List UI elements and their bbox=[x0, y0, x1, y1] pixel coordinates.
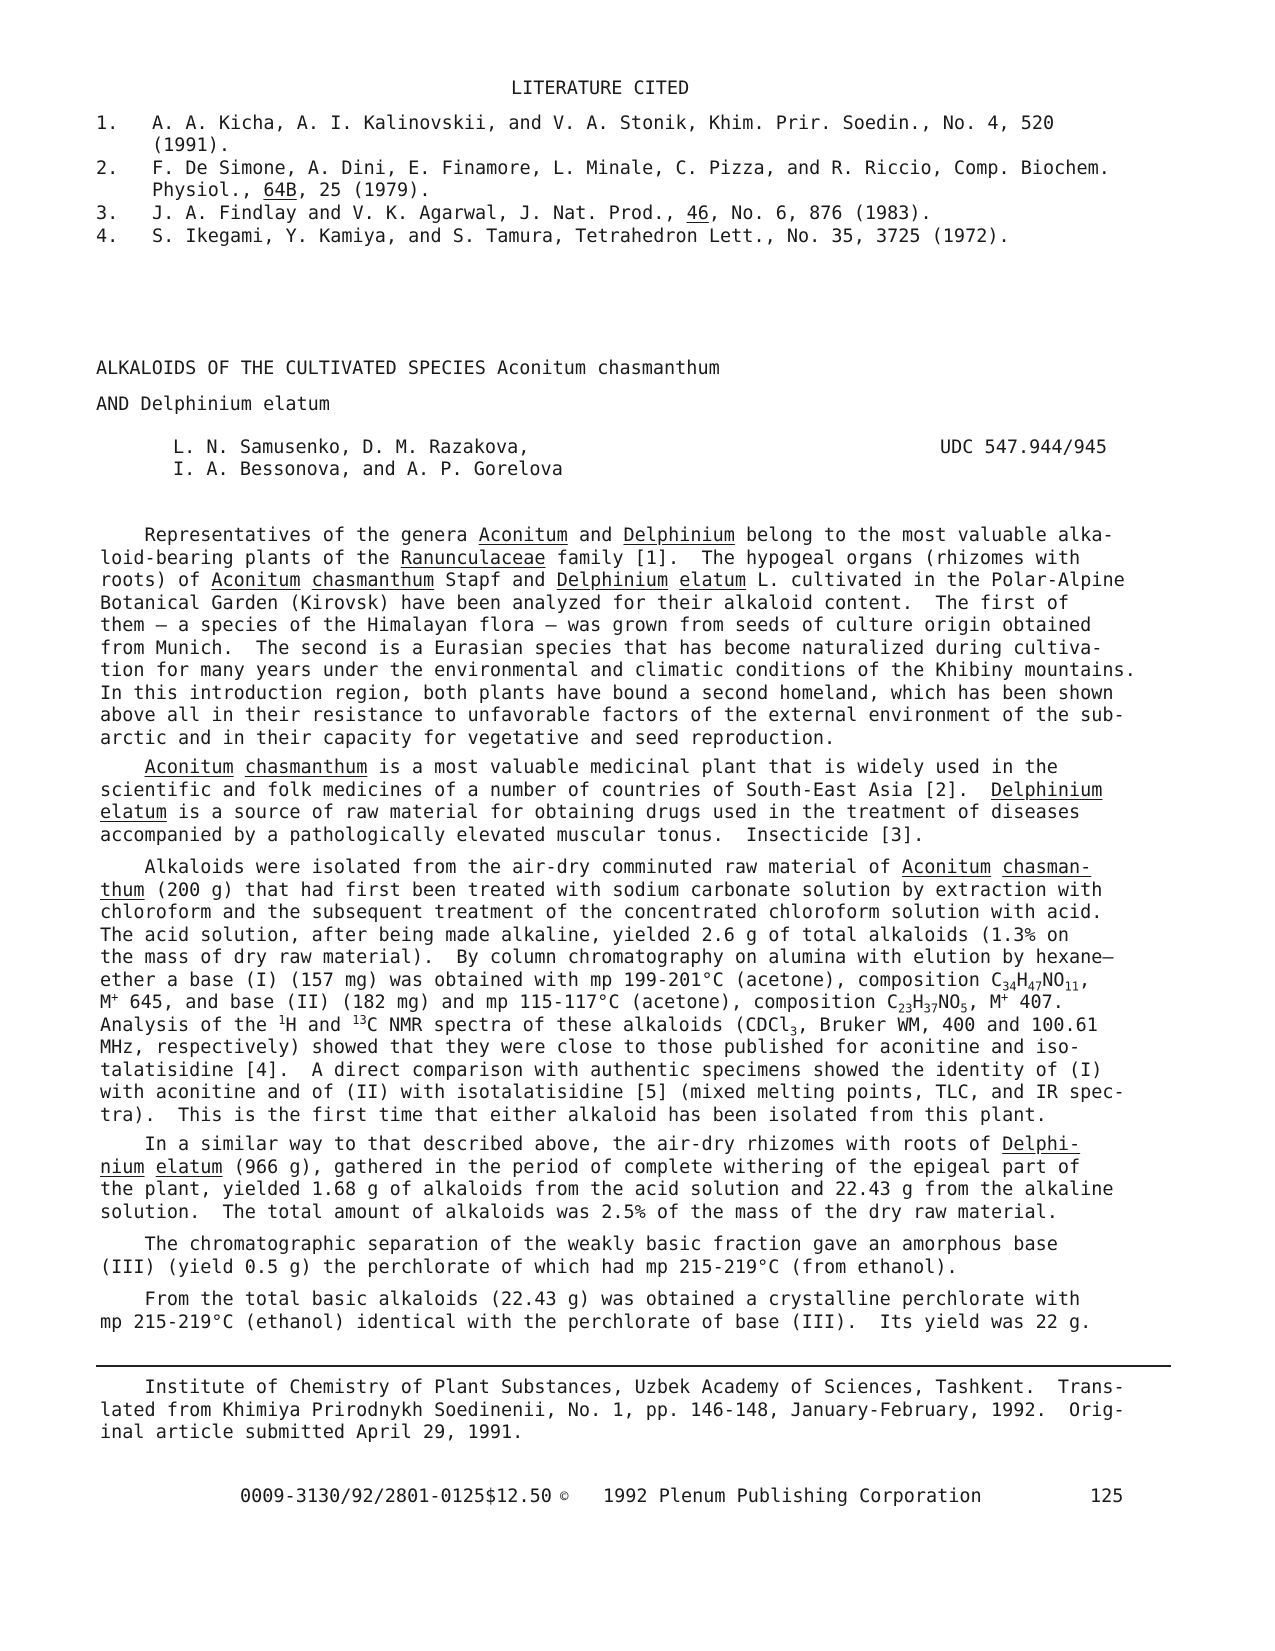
text-line: roots) of Aconitum chasmanthum Stapf and Delphinium elatum L. cultivated in the Polar-Alpine bbox=[100, 570, 1125, 591]
text-line: Aconitum chasmanthum is a most valuable medicinal plant that is widely used in the bbox=[144, 757, 1058, 778]
text-line: Botanical Garden (Kirovsk) have been analyzed for their alkaloid content. The first of bbox=[100, 592, 1070, 614]
text-line: inal article submitted April 29, 1991. bbox=[100, 1422, 524, 1443]
paragraph-4 bbox=[100, 1134, 1180, 1224]
text-line: the plant, yielded 1.68 g of alkaloids from the acid solution and 22.43 g from the alkaline bbox=[100, 1179, 1114, 1200]
text-line: scientific and folk medicines of a number of countries of South-East Asia [2]. Delphinium bbox=[100, 779, 1103, 801]
reference-text: A. A. Kicha, A. I. Kalinovskii, and V. A. Stonik, Khim. Prir. Soedin., No. 4, 520 bbox=[152, 113, 1055, 134]
paragraph-3 bbox=[100, 857, 1180, 1127]
text-line: lated from Khimiya Prirodnykh Soedinenii, No. 1, pp. 146-148, January-February, 1992. Orig- bbox=[100, 1399, 1125, 1421]
text-line: MHz, respectively) showed that they were close to those published for aconitine and iso- bbox=[100, 1037, 1081, 1058]
text-line: the mass of dry raw material). By column chromatography on alumina with elution by hexane– bbox=[100, 947, 1114, 968]
footer-code: 0009-3130/92/2801-0125$12.50 bbox=[240, 1486, 552, 1507]
paragraph-6 bbox=[100, 1289, 1180, 1334]
reference-text: Physiol., 64B, 25 (1979). bbox=[152, 180, 431, 201]
text-line: accompanied by a pathologically elevated muscular tonus. Insecticide [3]. bbox=[100, 824, 925, 846]
text-line: In this introduction region, both plants have bound a second homeland, which has been shown bbox=[100, 682, 1114, 704]
paragraph-5 bbox=[100, 1234, 1180, 1279]
text-line: arctic and in their capacity for vegetative and seed reproduction. bbox=[100, 727, 836, 749]
text-line: Analysis of the $^1$H and $^{13}$C NMR spectra of these alkaloids (CDCl$_3$, Bruker WM, 400 and 100.61 bbox=[100, 1012, 1098, 1039]
paragraph-1 bbox=[100, 525, 1180, 750]
literature-heading: LITERATURE CITED bbox=[511, 78, 690, 99]
reference-text: S. Ikegami, Y. Kamiya, and S. Tamura, Tetrahedron Lett., No. 35, 3725 (1972). bbox=[152, 226, 1010, 247]
footnote bbox=[100, 1377, 1180, 1445]
authors-line-1: L. N. Samusenko, D. M. Razakova, bbox=[173, 437, 530, 458]
text-line: The chromatographic separation of the weakly basic fraction gave an amorphous base bbox=[100, 1234, 1058, 1255]
text-line: chloroform and the subsequent treatment of the concentrated chloroform solution with acid. bbox=[100, 902, 1103, 923]
text-line: solution. The total amount of alkaloids was 2.5% of the mass of the dry raw material. bbox=[100, 1201, 1058, 1223]
footer-publisher: 1992 Plenum Publishing Corporation bbox=[603, 1486, 982, 1507]
text-line: In a similar way to that described above, the air-dry rhizomes with roots of Delphi- bbox=[100, 1134, 1081, 1155]
udc-code: UDC 547.944/945 bbox=[940, 437, 1108, 458]
text-line: Representatives of the genera Aconitum and Delphinium belong to the most valuable alka- bbox=[100, 525, 1114, 546]
text-line: tion for many years under the environmental and climatic conditions of the Khibiny mountains. bbox=[100, 660, 1136, 681]
text-line: The acid solution, after being made alkaline, yielded 2.6 g of total alkaloids (1.3% on bbox=[100, 924, 1070, 946]
text-line: mp 215-219°C (ethanol) identical with the perchlorate of base (III). Its yield was 22 g. bbox=[100, 1311, 1092, 1333]
text-line: From the total basic alkaloids (22.43 g) was obtained a crystalline perchlorate with bbox=[100, 1289, 1081, 1310]
reference-number: 4. bbox=[96, 226, 119, 247]
reference-number: 3. bbox=[96, 203, 119, 224]
reference-text: F. De Simone, A. Dini, E. Finamore, L. Minale, C. Pizza, and R. Riccio, Comp. Biochem. bbox=[152, 158, 1110, 179]
text-line: thum (200 g) that had first been treated with sodium carbonate solution by extraction with bbox=[100, 879, 1103, 901]
page-number: 125 bbox=[1090, 1486, 1124, 1507]
authors-line-2: I. A. Bessonova, and A. P. Gorelova bbox=[173, 459, 563, 480]
paragraph-2 bbox=[100, 757, 1180, 847]
article-title-line-2: AND Delphinium elatum bbox=[96, 394, 330, 415]
text-line: tra). This is the first time that either alkaloid has been isolated from this plant. bbox=[100, 1104, 1047, 1126]
text-line: loid-bearing plants of the Ranunculaceae family [1]. The hypogeal organs (rhizomes with bbox=[100, 547, 1081, 569]
text-line: with aconitine and of (II) with isotalatisidine [5] (mixed melting points, TLC, and IR spec- bbox=[100, 1082, 1125, 1103]
reference-text: J. A. Findlay and V. K. Agarwal, J. Nat. Prod., 46, No. 6, 876 (1983). bbox=[152, 203, 932, 224]
footnote-rule bbox=[96, 1365, 1171, 1367]
text-line: Institute of Chemistry of Plant Substances, Uzbek Academy of Sciences, Tashkent. Trans- bbox=[100, 1377, 1125, 1398]
text-line: above all in their resistance to unfavorable factors of the external environment of the sub- bbox=[100, 705, 1125, 726]
text-line: from Munich. The second is a Eurasian species that has become naturalized during cultiva- bbox=[100, 637, 1103, 659]
text-line: Alkaloids were isolated from the air-dry comminuted raw material of Aconitum chasman- bbox=[100, 857, 1092, 878]
reference-number: 1. bbox=[96, 113, 119, 134]
text-line: talatisidine [4]. A direct comparison with authentic specimens showed the identity of (I) bbox=[100, 1059, 1103, 1081]
copyright-icon: © bbox=[560, 1489, 569, 1505]
text-line: ether a base (I) (157 mg) was obtained with mp 199-201°C (acetone), composition $C_{34}H_{47}NO_{11}$, bbox=[100, 969, 1091, 994]
text-line: them – a species of the Himalayan flora – was grown from seeds of culture origin obtained bbox=[100, 615, 1092, 636]
article-title-line-1: ALKALOIDS OF THE CULTIVATED SPECIES Aconitum chasmanthum bbox=[96, 358, 720, 379]
text-line: nium elatum (966 g), gathered in the period of complete withering of the epigeal part of bbox=[100, 1156, 1081, 1178]
text-line: elatum is a source of raw material for obtaining drugs used in the treatment of diseases bbox=[100, 802, 1081, 823]
reference-text: (1991). bbox=[152, 135, 230, 156]
text-line: (III) (yield 0.5 g) the perchlorate of which had mp 215-219°C (from ethanol). bbox=[100, 1256, 958, 1278]
text-line: M+ 645, and base (II) (182 mg) and mp 115-117°C (acetone), composition $C_{23}H_{37}NO_5$, M+ 407. bbox=[100, 989, 1064, 1016]
reference-number: 2. bbox=[96, 158, 119, 179]
